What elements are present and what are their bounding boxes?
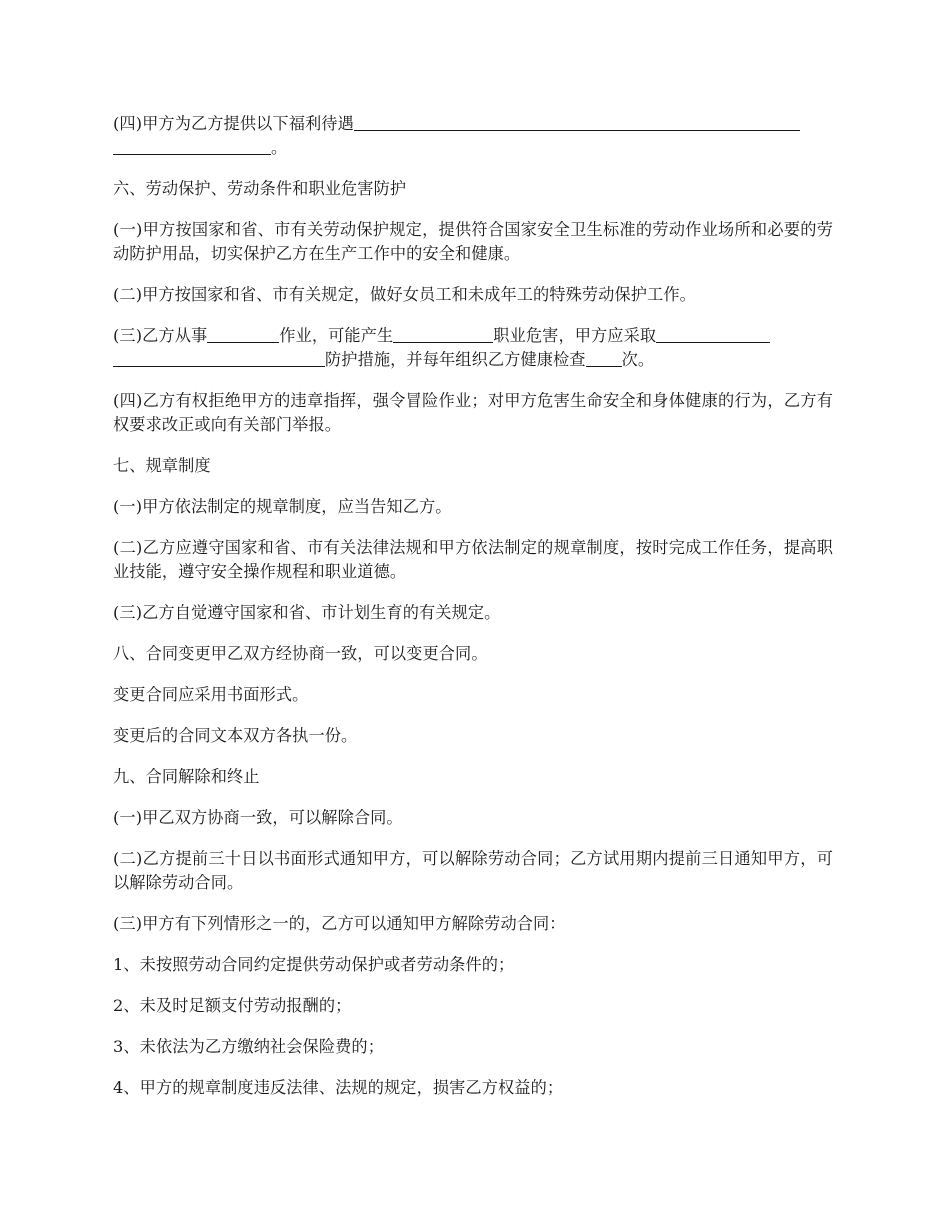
document-page (113, 112, 833, 1117)
measure-blank-continued (113, 348, 325, 367)
section-6-heading: 六、劳动保护、劳动条件和职业危害防护 (113, 179, 407, 198)
hazard-blank (393, 324, 493, 343)
section-8-para-1: 变更合同应采用书面形式。 (113, 685, 309, 704)
welfare-clause (113, 112, 833, 160)
section-7-clause-3: (三)乙方自觉遵守国家和省、市计划生育的有关规定。 (113, 603, 501, 622)
section-6-clause-1: (一)甲方按国家和省、市有关劳动保护规定，提供符合国家安全卫生标准的劳动作业场所和必要的劳动防护用品，切实保护乙方在生产工作中的安全和健康。 (113, 220, 833, 263)
checkup-times-blank (586, 348, 622, 367)
clause-3-text-e: 次。 (621, 350, 655, 369)
clause-3-line-2 (113, 348, 833, 372)
list-item: 2、未及时足额支付劳动报酬的； (113, 996, 352, 1015)
section-9-clause-3: (三)甲方有下列情形之一的，乙方可以通知甲方解除劳动合同： (113, 914, 566, 933)
welfare-suffix: 。 (271, 138, 288, 157)
section-8-heading: 八、合同变更甲乙双方经协商一致，可以变更合同。 (113, 644, 488, 663)
welfare-blank (354, 112, 800, 131)
measure-blank (656, 324, 770, 343)
clause-3-text-b: 作业，可能产生 (279, 326, 394, 345)
section-7-clause-2: (二)乙方应遵守国家和省、市有关法律法规和甲方依法制定的规章制度，按时完成工作任务，提高职业技能，遵守安全操作规程和职业道德。 (113, 538, 833, 581)
section-9-heading: 九、合同解除和终止 (113, 767, 260, 786)
section-9-clause-1: (一)甲乙双方协商一致，可以解除合同。 (113, 808, 403, 827)
list-item: 3、未依法为乙方缴纳社会保险费的； (113, 1037, 384, 1056)
section-6-clause-3 (113, 324, 833, 372)
clause-3-line-1 (113, 324, 833, 348)
welfare-line-1 (113, 112, 833, 136)
clause-3-text-a: (三)乙方从事 (113, 326, 208, 345)
clause-3-text-d: 防护措施，并每年组织乙方健康检查 (325, 350, 586, 369)
list-item: 4、甲方的规章制度违反法律、法规的规定，损害乙方权益的； (113, 1078, 564, 1097)
section-6-clause-4: (四)乙方有权拒绝甲方的违章指挥，强令冒险作业；对甲方危害生命安全和身体健康的行为，乙方有权要求改正或向有关部门举报。 (113, 391, 833, 434)
list-item: 1、未按照劳动合同约定提供劳动保护或者劳动条件的； (113, 955, 515, 974)
welfare-prefix: (四)甲方为乙方提供以下福利待遇 (113, 114, 354, 133)
section-9-clause-2: (二)乙方提前三十日以书面形式通知甲方，可以解除劳动合同；乙方试用期内提前三日通知甲方，可以解除劳动合同。 (113, 849, 833, 892)
work-type-blank (207, 324, 279, 343)
welfare-blank-continued (113, 136, 271, 155)
welfare-line-2 (113, 136, 833, 160)
section-6-clause-2: (二)甲方按国家和省、市有关规定，做好女员工和未成年工的特殊劳动保护工作。 (113, 285, 696, 304)
section-7-heading: 七、规章制度 (113, 456, 211, 475)
section-8-para-2: 变更后的合同文本双方各执一份。 (113, 726, 358, 745)
clause-3-text-c: 职业危害，甲方应采取 (493, 326, 657, 345)
section-7-clause-1: (一)甲方依法制定的规章制度，应当告知乙方。 (113, 497, 452, 516)
